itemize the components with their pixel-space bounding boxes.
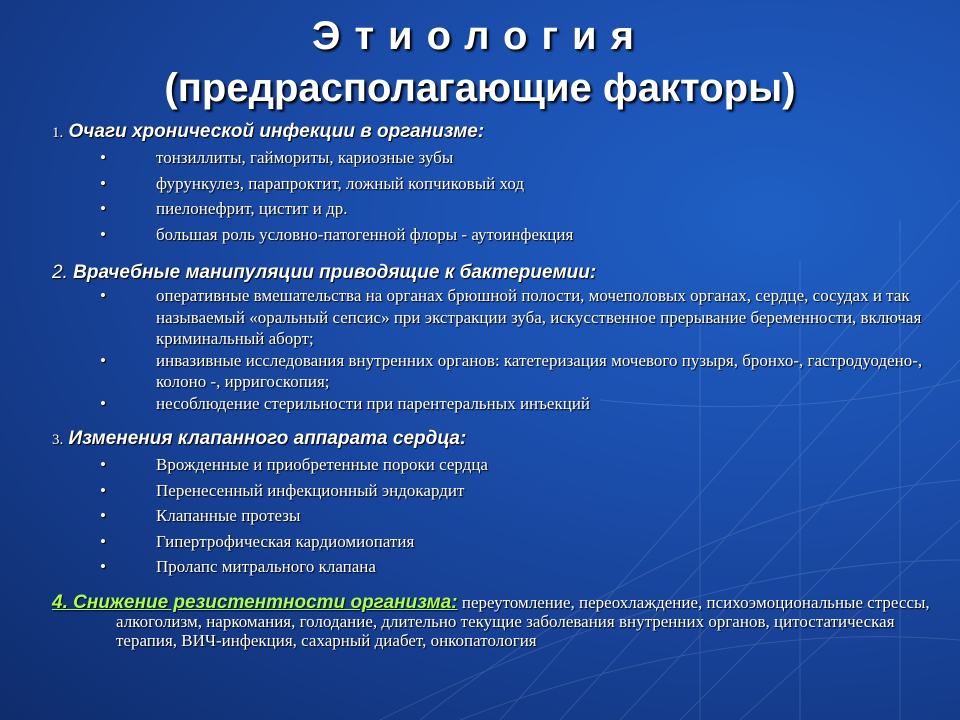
bullet-icon: • [100,350,106,370]
list-item-text: пиелонефрит, цистит и др. [156,199,348,218]
list-item [52,452,932,478]
section-heading [52,120,932,145]
list-item [52,554,932,580]
bullet-icon: • [100,199,106,218]
list-item [52,285,932,350]
list-item [52,478,932,504]
list-item-text: Пролапс митрального клапана [156,557,376,576]
list-item-text: инвазивные исследования внутренних органов: катетеризация мочевого пузыря, бронхо-, гастродуодено-, колоно -, ирригоскопия; [156,350,923,391]
bullet-icon: • [100,286,106,305]
list-item-text: Клапанные протезы [156,506,301,525]
bullet-list [52,452,932,580]
list-item [52,350,932,393]
list-item-text: несоблюдение стерильности при парентеральных инъекций [156,393,591,413]
title-subtitle: (предрасполагающие факторы) [164,66,796,110]
list-item-text: фурункулез, парапроктит, ложный копчиковый ход [156,173,524,193]
list-item [52,145,932,171]
bullet-icon: • [100,173,106,193]
section-heading-text: 4. Снижение резистентности организма: [52,591,458,613]
bullet-icon: • [100,480,106,500]
section-number: 1. [52,125,64,141]
section-number: 3. [52,432,64,448]
bullet-list [52,145,932,247]
list-item-text: Врожденные и приобретенные пороки сердца [156,455,488,474]
section-heading [52,427,932,452]
list-item-text: Перенесенный инфекционный эндокардит [156,480,465,500]
bullet-list [52,285,932,414]
section-3 [52,427,932,580]
bullet-icon: • [100,455,106,474]
list-item-text: большая роль условно-патогенной флоры - аутоинфекция [156,224,574,244]
section-2 [52,261,932,414]
list-item [52,222,932,248]
section-1 [52,120,932,247]
bullet-icon: • [100,531,106,551]
bullet-icon: • [100,224,106,244]
list-item [52,171,932,197]
bullet-icon: • [100,393,106,413]
section-heading [52,261,932,285]
section-4 [52,593,932,650]
title-main: Этиология [312,14,648,58]
list-item-text: Гипертрофическая кардиомиопатия [156,531,415,551]
section-body-text: переутомление, переохлаждение, психоэмоциональные стрессы, алкоголизм, наркомания, голодание, длительно текущие заболевания внутренних органов, цитостатическая терапия, ВИЧ-инфекция, сахарный диабет, онкопатология [116,592,930,650]
list-item-text: тонзиллиты, гаймориты, кариозные зубы [156,148,454,167]
section-heading-text: Очаги хронической инфекции в организме: [68,121,485,142]
section-number: 2. [52,262,68,283]
list-item [52,393,932,415]
section-heading-text: Врачебные манипуляции приводящие к бактериемии: [73,262,597,283]
list-item [52,503,932,529]
slide-title [0,10,960,114]
list-item [52,196,932,222]
bullet-icon: • [100,557,106,576]
section-heading-text: Изменения клапанного аппарата сердца: [68,428,467,449]
slide-content [52,120,932,650]
list-item-text: оперативные вмешательства на органах брюшной полости, мочеполовых органах, сердце, сосудах и так называемый «оральный сепсис» при экстракции зуба, искусственное прерывание беременности, включая криминальный аборт; [156,286,922,348]
section-paragraph [52,593,932,650]
list-item [52,529,932,555]
bullet-icon: • [100,506,106,525]
bullet-icon: • [100,148,106,167]
